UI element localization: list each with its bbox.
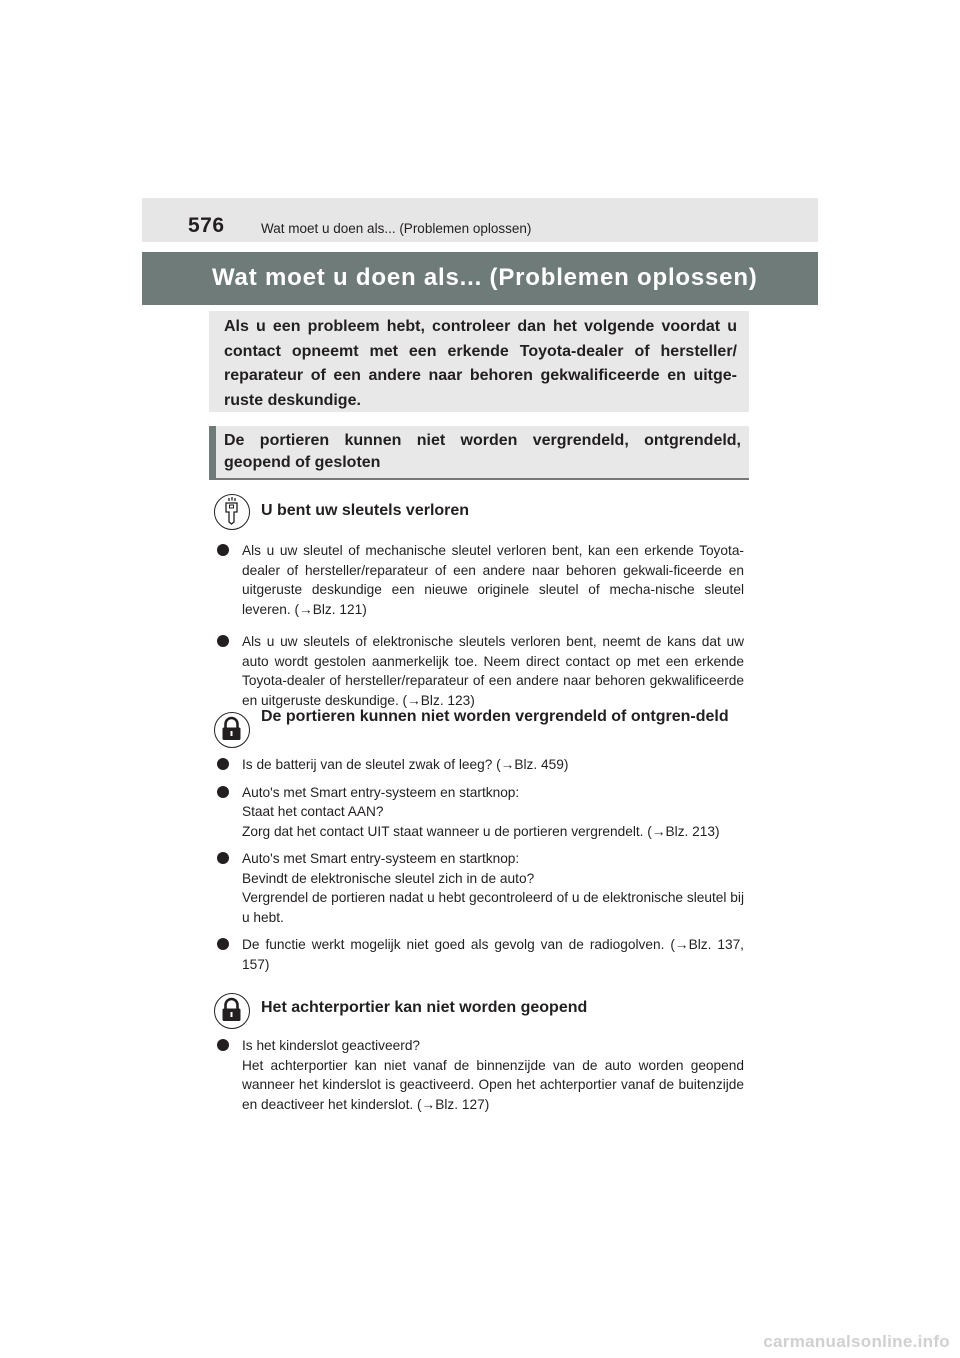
bullet-icon	[217, 1039, 229, 1051]
key-icon	[214, 494, 250, 530]
page-number: 576	[188, 214, 225, 237]
padlock-icon	[214, 712, 250, 748]
section-heading: De portieren kunnen niet worden vergrendeld, ontgrendeld, geopend of gesloten	[224, 432, 741, 471]
bullet-list-lost-keys	[217, 541, 744, 710]
bullet-list-cannot-lock	[217, 755, 744, 974]
section-heading-box	[209, 426, 749, 480]
padlock-icon	[214, 993, 250, 1029]
list-item: Is de batterij van de sleutel zwak of leeg? (→Blz. 459)	[217, 755, 744, 775]
intro-box	[209, 311, 749, 412]
watermark: carmanualsonline.info	[763, 1332, 950, 1351]
running-header: Wat moet u doen als... (Problemen oplossen)	[261, 221, 532, 236]
bullet-icon	[217, 786, 229, 798]
page-title: Wat moet u doen als... (Problemen oplossen)	[212, 264, 758, 291]
bullet-icon	[217, 758, 229, 770]
subheading-cannot-lock: De portieren kunnen niet worden vergrendeld of ontgren-deld	[261, 708, 729, 725]
bullet-icon	[217, 938, 229, 950]
bullet-icon	[217, 635, 229, 647]
list-item: Is het kinderslot geactiveerd? Het achterportier kan niet vanaf de binnenzijde van de auto worden geopend wanneer het kinderslot is geactiveerd. Open het achterportier vanaf de buitenzijde en deactiveer het kinderslot. (→Blz. 127)	[217, 1036, 744, 1114]
list-item: Auto's met Smart entry-systeem en startknop: Staat het contact AAN? Zorg dat het contact UIT staat wanneer u de portieren vergrendelt. (→Blz. 213)	[217, 783, 744, 842]
list-item: De functie werkt mogelijk niet goed als gevolg van de radiogolven. (→Blz. 137, 157)	[217, 935, 744, 974]
list-item: Als u uw sleutel of mechanische sleutel verloren bent, kan een erkende Toyota-dealer of hersteller/reparateur of een andere naar behoren gekwali-ficeerde en uitgeruste deskundige een nieuwe originele sleutel of mecha-nische sleutel leveren. (→Blz. 121)	[217, 541, 744, 619]
list-item: Auto's met Smart entry-systeem en startknop: Bevindt de elektronische sleutel zich in de auto? Vergrendel de portieren nadat u hebt gecontroleerd of u de elektronische sleutel bij u hebt.	[217, 849, 744, 927]
bullet-list-rear-door	[217, 1036, 744, 1114]
bullet-icon	[217, 544, 229, 556]
intro-text: Als u een probleem hebt, controleer dan het volgende voordat u contact opneemt met een erkende Toyota-dealer of hersteller/ reparateur of een andere naar behoren gekwalificeerde en uitge-ruste deskundige.	[224, 318, 737, 409]
subheading-lost-keys: U bent uw sleutels verloren	[261, 502, 470, 519]
list-item: Als u uw sleutels of elektronische sleutels verloren bent, neemt de kans dat uw auto wordt gestolen aanmerkelijk toe. Neem direct contact op met een erkende Toyota-dealer of hersteller/reparateur of een andere naar behoren gekwalificeerde en uitgeruste deskundige. (→Blz. 123)	[217, 632, 744, 710]
subheading-rear-door: Het achterportier kan niet worden geopend	[261, 999, 588, 1016]
bullet-icon	[217, 852, 229, 864]
